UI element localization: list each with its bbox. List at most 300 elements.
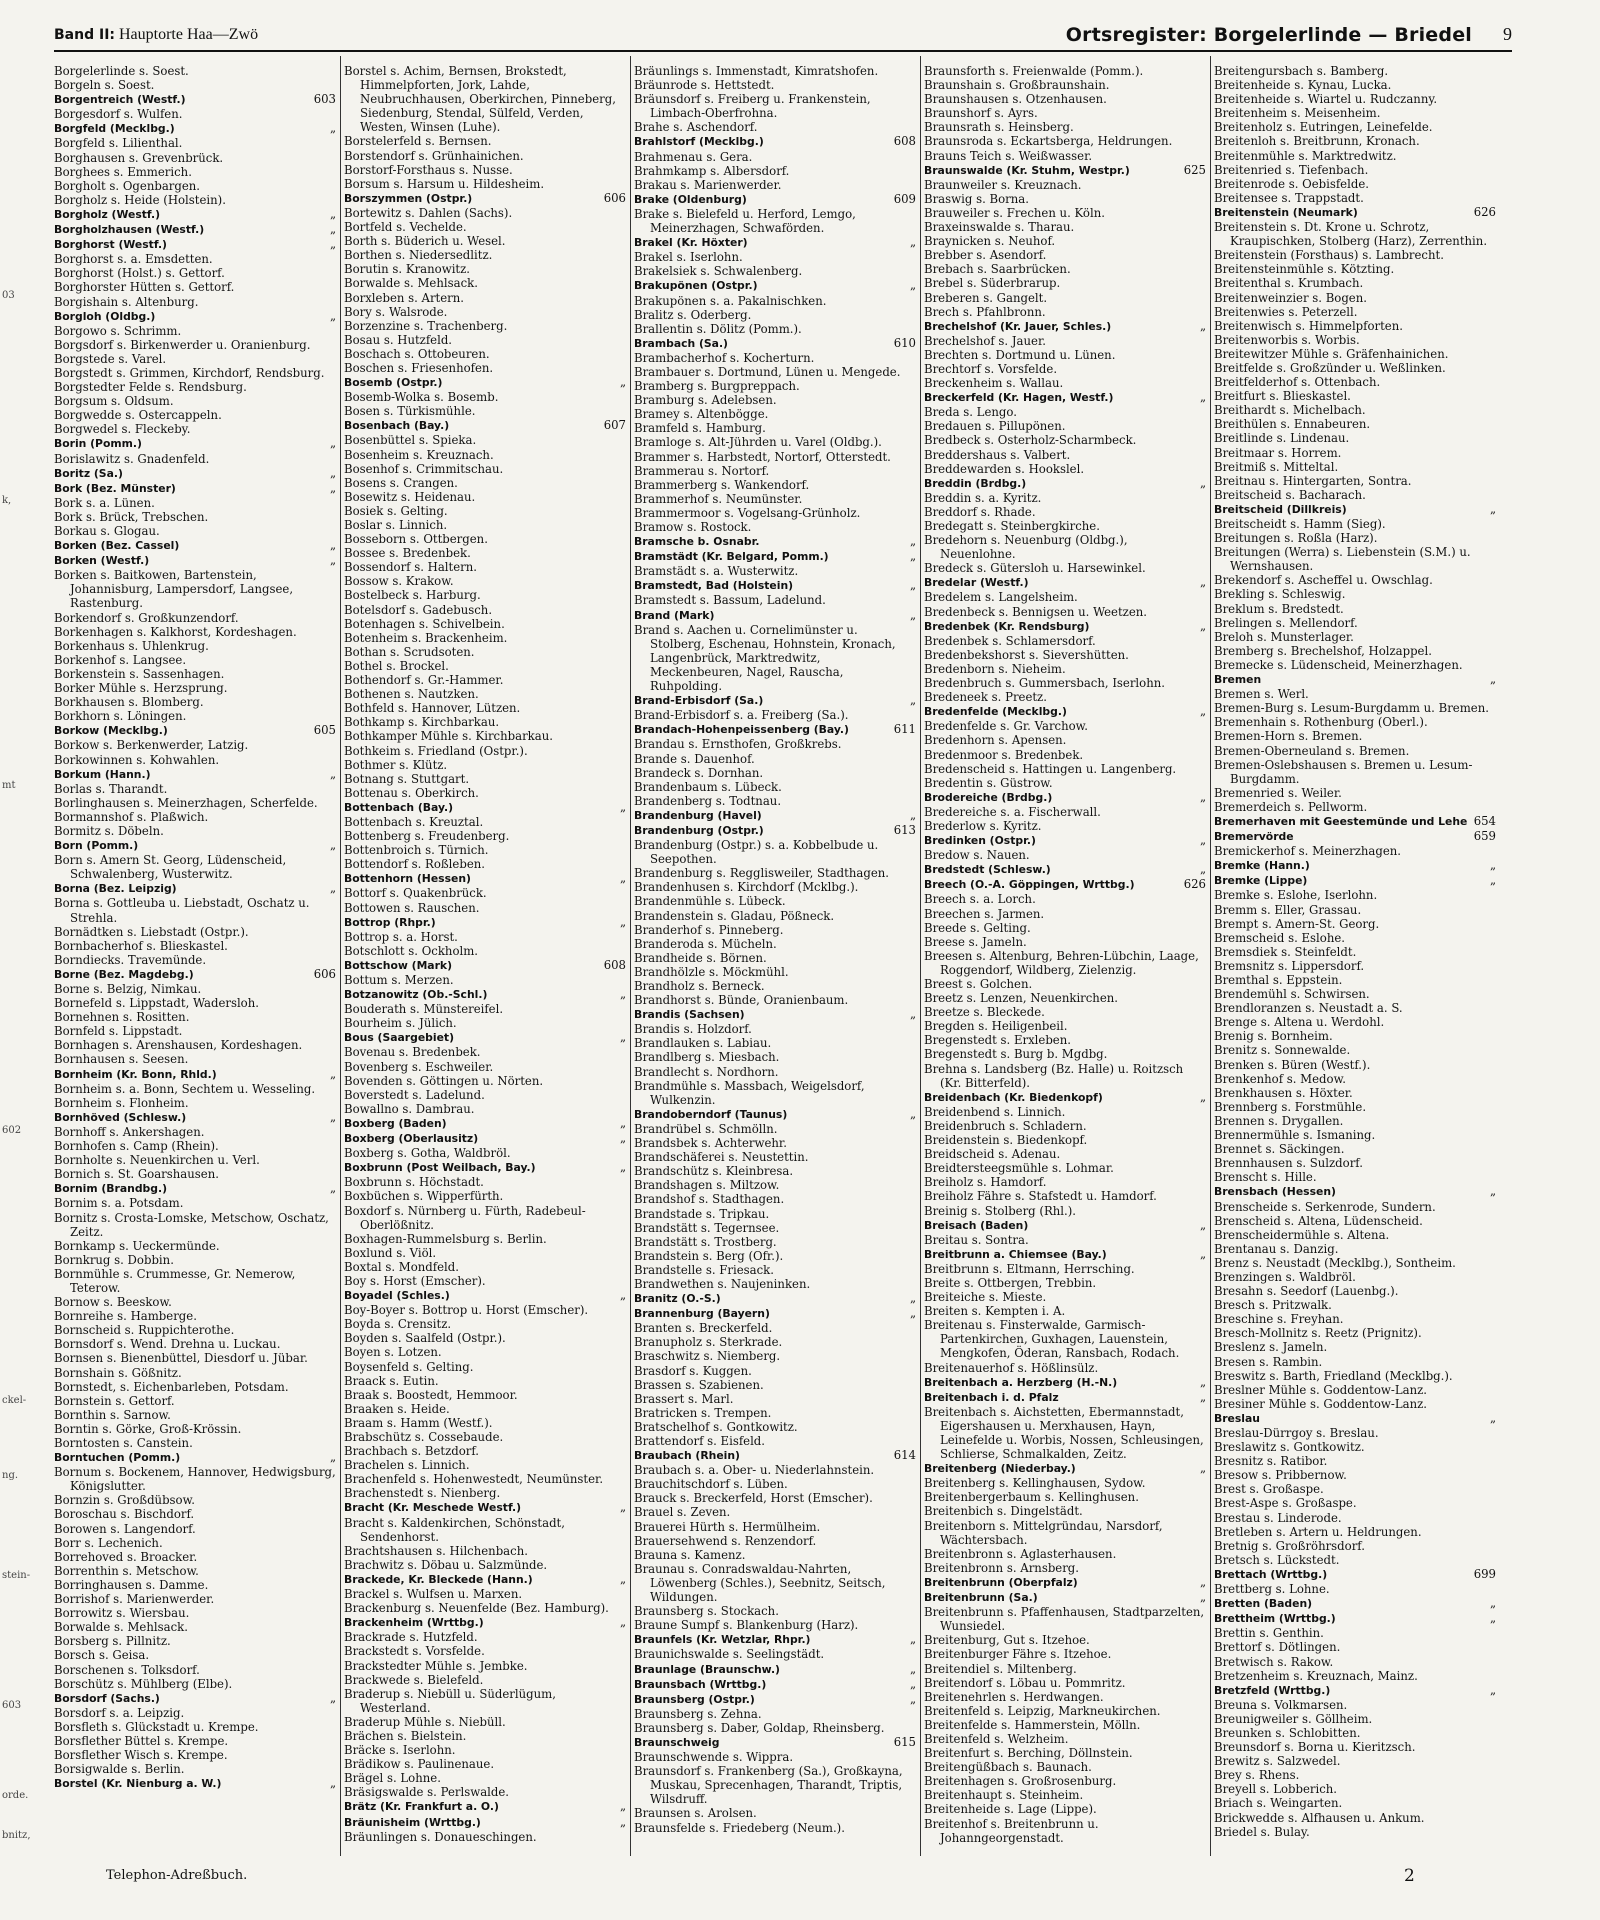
register-entry <box>54 1211 336 1239</box>
entry-text: Breetze s. Bleckede. <box>924 1005 1045 1020</box>
register-entry <box>924 1461 1206 1476</box>
register-entry <box>1214 1340 1496 1354</box>
entry-text: Boslar s. Linnich. <box>344 518 448 532</box>
register-entry <box>924 1817 1206 1845</box>
entry-page-ref: „ <box>909 1661 916 1676</box>
entry-text: Breidenbend s. Linnich. <box>924 1104 1066 1119</box>
register-entry <box>1214 1655 1496 1669</box>
entry-text: Borkowinnen s. Kohwahlen. <box>54 752 220 767</box>
register-entry <box>54 1620 336 1634</box>
entry-text: Borgelerlinde s. Soest. <box>54 64 189 78</box>
register-entry <box>634 478 916 492</box>
entry-place-bold: Braunschweig <box>634 1735 720 1749</box>
register-entry <box>924 1005 1206 1019</box>
register-entry <box>924 1175 1206 1189</box>
register-entry <box>54 925 336 939</box>
entry-text: Bornmühle s. Crummesse, Gr. Nemerow, Teterow. <box>54 1266 296 1295</box>
register-entry <box>54 881 336 896</box>
entry-text: Borkhorn s. Löningen. <box>54 709 187 724</box>
register-columns <box>54 64 1494 1854</box>
register-entry <box>924 533 1206 561</box>
entry-text: Brammer s. Harbstedt, Nortorf, Otterstedt. <box>634 449 891 464</box>
register-entry <box>54 1706 336 1720</box>
entry-text: Breuna s. Volkmarsen. <box>1214 1697 1348 1712</box>
entry-text: Braunsforth s. Freienwalde (Pomm.). <box>924 64 1144 78</box>
entry-text: Brabschütz s. Cossebaude. <box>344 1430 504 1444</box>
entry-place-bold: Borna (Bez. Leipzig) <box>54 882 177 896</box>
entry-text: Breiholz s. Hamdorf. <box>924 1175 1047 1190</box>
register-entry <box>634 780 916 794</box>
register-entry <box>924 776 1206 790</box>
entry-text: Breitenau s. Finsterwalde, Garmisch-Partenkirchen, Guxhagen, Lauenstein, Mengkofen, Öderan, Ransbach, Rodach. <box>924 1318 1180 1361</box>
register-entry <box>634 623 916 693</box>
entry-text: Breslenz s. Jameln. <box>1214 1340 1328 1355</box>
register-entry <box>344 361 626 375</box>
register-entry <box>344 1274 626 1288</box>
entry-page-ref: „ <box>1199 704 1206 719</box>
register-entry <box>344 1673 626 1687</box>
entry-text: Breitenfeld s. Welzheim. <box>924 1731 1069 1746</box>
register-entry <box>924 1375 1206 1390</box>
register-entry <box>54 1295 336 1309</box>
entry-text: Bossow s. Krakow. <box>344 574 454 589</box>
register-entry <box>924 106 1206 120</box>
entry-text: Brenge s. Altena u. Werdohl. <box>1214 1015 1385 1030</box>
entry-text: Breitenholz s. Eutringen, Leinefelde. <box>1214 120 1433 135</box>
entry-text: Bornshain s. Gößnitz. <box>54 1365 182 1380</box>
entry-text: Bottorf s. Quakenbrück. <box>344 886 487 901</box>
register-entry <box>634 608 916 623</box>
entry-text: Borr s. Lechenich. <box>54 1535 163 1550</box>
entry-place-bold: Brechelshof (Kr. Jauer, Schles.) <box>924 319 1112 333</box>
entry-text: Breitenthal s. Krumbach. <box>1214 276 1364 291</box>
register-entry <box>1214 120 1496 134</box>
entry-text: Boxbrunn s. Höchstadt. <box>344 1175 484 1190</box>
entry-text: Bralitz s. Oderberg. <box>634 307 752 322</box>
entry-text: Bowallno s. Dambrau. <box>344 1101 475 1116</box>
register-entry <box>344 1131 626 1146</box>
register-entry <box>634 1735 916 1750</box>
register-entry <box>344 1088 626 1102</box>
entry-text: Braunau s. Conradswaldau-Nahrten, Löwenberg (Schles.), Seebnitz, Seitsch, Wildungen. <box>634 1561 886 1605</box>
entry-page-ref: „ <box>909 1007 916 1022</box>
entry-text: Breitenbrunn s. Pfaffenhausen, Stadtparzelten, Wunsiedel. <box>924 1605 1205 1634</box>
register-entry <box>924 291 1206 305</box>
register-entry <box>634 693 916 708</box>
register-entry <box>54 1337 336 1351</box>
register-entry <box>54 1309 336 1323</box>
entry-text: Bottendorf s. Roßleben. <box>344 857 485 872</box>
register-entry <box>1214 291 1496 305</box>
register-entry <box>344 390 626 404</box>
register-entry <box>1214 446 1496 460</box>
register-entry <box>54 1408 336 1422</box>
entry-place-bold: Bremke (Lippe) <box>1214 874 1308 888</box>
entry-place-bold: Bottenhorn (Hessen) <box>344 872 471 886</box>
register-entry <box>634 506 916 520</box>
entry-page-ref: „ <box>329 1066 336 1081</box>
entry-text: Borghorst (Holst.) s. Gettorf. <box>54 266 225 281</box>
entry-place-bold: Bredinken (Ostpr.) <box>924 834 1036 848</box>
entry-page-ref: „ <box>619 1799 626 1814</box>
entry-place-bold: Breitenbach i. d. Pfalz <box>924 1390 1059 1404</box>
entry-text: Bornsen s. Bienenbüttel, Diesdorf u. Jübar. <box>54 1351 308 1366</box>
entry-place-bold: Breitenbrunn (Oberpfalz) <box>924 1575 1078 1589</box>
register-entry <box>1214 786 1496 800</box>
entry-text: Borxleben s. Artern. <box>344 290 464 305</box>
entry-page-ref: „ <box>1199 1217 1206 1232</box>
entry-text: Bornhagen s. Arenshausen, Kordeshagen. <box>54 1038 303 1053</box>
register-entry <box>634 1821 916 1835</box>
column-rule <box>1210 56 1211 1856</box>
register-entry <box>924 92 1206 106</box>
column-rule <box>630 56 631 1856</box>
entry-text: Bornkrug s. Dobbin. <box>54 1252 174 1267</box>
entry-page-ref: 603 <box>313 92 336 107</box>
entry-text: Braunshain s. Großbraunshain. <box>924 78 1110 93</box>
entry-page-ref: „ <box>329 553 336 568</box>
register-entry <box>634 322 916 336</box>
register-entry <box>924 505 1206 519</box>
register-entry <box>924 935 1206 949</box>
register-entry <box>54 151 336 165</box>
register-entry <box>344 333 626 347</box>
entry-text: Breunigweiler s. Göllheim. <box>1214 1711 1373 1726</box>
volume-label: Band II: <box>54 27 115 43</box>
entry-text: Botelsdorf s. Gadebusch. <box>344 602 493 617</box>
register-entry <box>54 767 336 782</box>
entry-text: Brandenstein s. Gladau, Pößneck. <box>634 908 835 923</box>
register-entry <box>54 1167 336 1181</box>
register-entry <box>344 1331 626 1345</box>
register-entry <box>1214 545 1496 573</box>
entry-place-bold: Borgloh (Oldbg.) <box>54 309 156 323</box>
entry-text: Brebber s. Asendorf. <box>924 248 1047 263</box>
entry-text: Breyell s. Lobberich. <box>1214 1782 1338 1797</box>
register-entry <box>634 1618 916 1632</box>
entry-place-bold: Borkow (Mecklbg.) <box>54 724 168 738</box>
register-entry <box>634 1291 916 1306</box>
entry-text: Borkenhof s. Langsee. <box>54 652 187 667</box>
entry-text: Breda s. Lengo. <box>924 405 1017 420</box>
register-entry <box>344 1715 626 1729</box>
entry-text: Breitenwisch s. Himmelpforten. <box>1214 318 1403 333</box>
entry-page-ref: „ <box>329 1181 336 1196</box>
entry-text: Brandsbek s. Achterwehr. <box>634 1136 787 1151</box>
register-entry <box>54 380 336 394</box>
entry-text: Borgeln s. Soest. <box>54 78 155 93</box>
register-entry <box>1214 1482 1496 1496</box>
entry-place-bold: Brandis (Sachsen) <box>634 1008 745 1022</box>
register-entry <box>634 1750 916 1764</box>
entry-text: Bosemb-Wolka s. Bosemb. <box>344 390 499 405</box>
column-rule <box>920 56 921 1856</box>
register-entry <box>924 862 1206 877</box>
entry-text: Bregenstedt s. Burg b. Mgdbg. <box>924 1047 1108 1062</box>
entry-text: Borsigwalde s. Berlin. <box>54 1762 185 1777</box>
register-entry <box>634 737 916 751</box>
register-entry <box>344 1160 626 1175</box>
entry-text: Braderup s. Niebüll u. Süderlügum, Westerland. <box>344 1686 556 1715</box>
register-entry <box>1214 1496 1496 1510</box>
entry-text: Brandeck s. Dornhan. <box>634 765 764 780</box>
register-entry <box>1214 403 1496 417</box>
entry-text: Brackstedt s. Vorsfelde. <box>344 1644 485 1659</box>
entry-text: Bredelem s. Langelsheim. <box>924 590 1078 605</box>
register-entry <box>54 422 336 436</box>
register-entry <box>924 1276 1206 1290</box>
register-entry <box>1214 1001 1496 1015</box>
entry-place-bold: Brandoberndorf (Taunus) <box>634 1107 788 1121</box>
entry-text: Breidtersteegsmühle s. Lohmar. <box>924 1161 1114 1176</box>
register-entry <box>344 1743 626 1757</box>
register-entry <box>54 1748 336 1762</box>
register-entry <box>924 1218 1206 1233</box>
register-entry <box>1214 1383 1496 1397</box>
register-entry <box>924 892 1206 906</box>
entry-page-ref: 610 <box>893 335 916 350</box>
entry-text: Breitmaar s. Horrem. <box>1214 445 1342 460</box>
register-entry <box>344 1615 626 1630</box>
entry-text: Breckenheim s. Wallau. <box>924 376 1064 391</box>
register-entry <box>54 136 336 150</box>
register-entry <box>634 178 916 192</box>
entry-text: Bramburg s. Adelebsen. <box>634 393 777 408</box>
register-entry <box>634 708 916 722</box>
entry-place-bold: Brakel (Kr. Höxter) <box>634 236 748 250</box>
register-entry <box>344 1246 626 1260</box>
register-entry <box>1214 1539 1496 1553</box>
entry-page-ref: 614 <box>893 1448 916 1463</box>
register-entry <box>924 334 1206 348</box>
entry-place-bold: Bornheim (Kr. Bonn, Rhld.) <box>54 1067 217 1081</box>
register-entry <box>1214 616 1496 630</box>
register-entry <box>924 1033 1206 1047</box>
register-entry <box>54 107 336 121</box>
entry-text: Breitfelde s. Großzünder u. Weßlinken. <box>1214 360 1446 375</box>
entry-text: Bremen-Oberneuland s. Bremen. <box>1214 743 1410 758</box>
register-column-1 <box>54 64 336 1854</box>
register-entry <box>924 561 1206 575</box>
entry-page-ref: „ <box>909 1291 916 1306</box>
register-entry <box>924 1547 1206 1561</box>
register-entry <box>634 909 916 923</box>
entry-page-ref: „ <box>329 436 336 451</box>
register-entry <box>1214 973 1496 987</box>
entry-text: Borgstedter Felde s. Rendsburg. <box>54 380 247 395</box>
register-entry <box>54 466 336 481</box>
register-entry <box>1214 1640 1496 1654</box>
register-entry <box>344 574 626 588</box>
entry-text: Bremberg s. Brechelshof, Holzappel. <box>1214 643 1432 658</box>
entry-text: Boy-Boyer s. Bottrop u. Horst (Emscher). <box>344 1303 589 1318</box>
register-entry <box>54 1691 336 1706</box>
register-entry <box>1214 1170 1496 1184</box>
entry-text: Boxberg s. Gotha, Waldbröl. <box>344 1146 511 1161</box>
entry-text: Brandlecht s. Nordhorn. <box>634 1064 779 1079</box>
entry-text: Brachbach s. Betzdorf. <box>344 1444 479 1459</box>
footer-signature: 2 <box>1404 1866 1415 1886</box>
margin-note: 602 <box>2 1125 22 1136</box>
entry-page-ref: 626 <box>1473 204 1496 219</box>
margin-note: orde. <box>2 1790 29 1801</box>
register-entry <box>634 1036 916 1050</box>
entry-page-ref: „ <box>329 1109 336 1124</box>
entry-text: Borgowo s. Schrimm. <box>54 323 182 338</box>
entry-text: Boxlund s. Viöl. <box>344 1245 437 1260</box>
entry-text: Botenheim s. Brackenheim. <box>344 630 508 645</box>
register-entry <box>924 491 1206 505</box>
entry-text: Braxeinswalde s. Tharau. <box>924 220 1075 235</box>
entry-text: Brägel s. Lohne. <box>344 1771 441 1786</box>
entry-page-ref: „ <box>619 1115 626 1130</box>
register-entry <box>1214 1454 1496 1468</box>
register-entry <box>924 1019 1206 1033</box>
register-entry <box>344 588 626 602</box>
entry-place-bold: Brambach (Sa.) <box>634 336 728 350</box>
register-entry <box>1214 903 1496 917</box>
entry-page-ref: „ <box>619 914 626 929</box>
register-entry <box>344 1572 626 1587</box>
entry-text: Breitenstein s. Dt. Krone u. Schrotz, Kraupischken, Stolberg (Harz), Zerrenthin. <box>1214 220 1488 249</box>
entry-text: Bothkamp s. Kirchbarkau. <box>344 715 500 730</box>
entry-text: Brechtorf s. Vorsfelde. <box>924 361 1058 376</box>
register-entry <box>54 796 336 810</box>
register-entry <box>924 762 1206 776</box>
register-column-2 <box>344 64 626 1854</box>
entry-text: Breitenhagen s. Großrosenburg. <box>924 1774 1117 1789</box>
register-entry <box>634 1235 916 1249</box>
register-entry <box>924 390 1206 405</box>
entry-text: Brachenfeld s. Hohenwestedt, Neumünster. <box>344 1472 604 1487</box>
entry-text: Brenitz s. Sonnewalde. <box>1214 1043 1351 1058</box>
entry-text: Borstendorf s. Grünhainichen. <box>344 148 524 163</box>
entry-place-bold: Borin (Pomm.) <box>54 437 142 451</box>
entry-page-ref: „ <box>619 1571 626 1586</box>
entry-text: Brandholz s. Berneck. <box>634 979 765 993</box>
entry-text: Borker Mühle s. Herzsprung. <box>54 681 228 696</box>
register-entry <box>344 1002 626 1016</box>
entry-text: Brandlberg s. Miesbach. <box>634 1050 780 1065</box>
entry-text: Borlas s. Tharandt. <box>54 781 168 796</box>
register-entry <box>924 1290 1206 1304</box>
entry-text: Bornstein s. Gettorf. <box>54 1393 175 1408</box>
entry-text: Brachelen s. Linnich. <box>344 1458 470 1473</box>
running-head-title: Ortsregister: Borgelerlinde — Briedel <box>1065 24 1472 46</box>
register-entry <box>634 365 916 379</box>
register-entry <box>344 944 626 958</box>
entry-place-bold: Borne (Bez. Magdebg.) <box>54 967 194 981</box>
entry-page-ref: „ <box>1199 618 1206 633</box>
register-entry <box>1214 1228 1496 1242</box>
entry-text: Borgfeld s. Lilienthal. <box>54 136 183 151</box>
entry-text: Bortfeld s. Vechelde. <box>344 220 467 235</box>
entry-text: Bothan s. Scrudsoten. <box>344 644 475 659</box>
entry-page-ref: „ <box>1489 672 1496 687</box>
page-header <box>54 20 1512 52</box>
entry-text: Bräunsdorf s. Freiberg u. Frankenstein, Limbach-Oberfrohna. <box>634 92 871 121</box>
register-entry <box>1214 488 1496 502</box>
entry-text: Brettorf s. Dötlingen. <box>1214 1640 1341 1655</box>
entry-text: Breite s. Ottbergen, Trebbin. <box>924 1275 1097 1290</box>
register-entry <box>634 1178 916 1192</box>
entry-text: Brackenburg s. Neuenfelde (Bez. Hamburg). <box>344 1601 609 1616</box>
entry-text: Breitenbronn s. Arnsberg. <box>924 1560 1080 1575</box>
entry-page-ref: „ <box>619 871 626 886</box>
register-entry <box>54 1038 336 1052</box>
entry-text: Breitenheide s. Lage (Lippe). <box>924 1802 1097 1817</box>
entry-text: Borrenthin s. Metschow. <box>54 1563 199 1578</box>
margin-note: stein- <box>2 1570 31 1581</box>
entry-text: Bredenhorn s. Apensen. <box>924 733 1067 748</box>
entry-text: Boysenfeld s. Gelting. <box>344 1359 474 1374</box>
register-entry <box>54 1776 336 1791</box>
register-entry <box>634 534 916 549</box>
register-entry <box>634 421 916 435</box>
entry-text: Brackwede s. Bielefeld. <box>344 1672 484 1687</box>
entry-text: Bredenscheid s. Hattingen u. Langenberg. <box>924 761 1177 776</box>
register-entry <box>1214 758 1496 786</box>
register-entry <box>634 134 916 149</box>
entry-page-ref: „ <box>1489 1184 1496 1199</box>
entry-page-ref: „ <box>1489 1596 1496 1611</box>
register-entry <box>344 1558 626 1572</box>
entry-text: Brahmenau s. Gera. <box>634 149 753 164</box>
entry-text: Breloh s. Munsterlager. <box>1214 629 1354 644</box>
register-entry <box>634 1364 916 1378</box>
register-entry <box>54 1380 336 1394</box>
register-entry <box>924 662 1206 676</box>
register-entry <box>1214 1726 1496 1740</box>
entry-text: Brakau s. Marienwerder. <box>634 177 782 192</box>
entry-page-ref: 608 <box>893 134 916 149</box>
entry-page-ref: 625 <box>1183 162 1206 177</box>
entry-text: Bosau s. Hutzfeld. <box>344 332 453 347</box>
register-entry <box>344 1544 626 1558</box>
register-entry <box>54 1450 336 1465</box>
register-entry <box>1214 1284 1496 1298</box>
register-entry <box>344 248 626 262</box>
margin-note: bnitz, <box>2 1830 31 1841</box>
entry-text: Bredenbeck s. Bennigsen u. Weetzen. <box>924 604 1147 619</box>
entry-text: Brand s. Aachen u. Cornelimünster u. Stolberg, Eschenau, Hohnstein, Kronach, Langenbrück, Marktredwitz, Meckenbeuren, Nagel, Rauscha, Ruhpolding. <box>634 622 896 694</box>
section-label: Hauptorte Haa—Zwö <box>119 26 259 43</box>
register-entry <box>344 1516 626 1544</box>
entry-text: Borsflether Büttel s. Krempe. <box>54 1733 229 1748</box>
entry-page-ref: „ <box>619 1500 626 1515</box>
entry-page-ref: „ <box>619 1160 626 1175</box>
entry-page-ref: „ <box>1199 390 1206 405</box>
entry-page-ref: „ <box>329 480 336 495</box>
register-entry <box>344 645 626 659</box>
register-entry <box>54 1082 336 1096</box>
register-entry <box>54 366 336 380</box>
entry-text: Braunsdorf s. Frankenberg (Sa.), Großkayna, Muskau, Sprecenhagen, Tharandt, Triptis, Wilsdruff. <box>634 1764 903 1807</box>
entry-text: Braschwitz s. Niemberg. <box>634 1349 781 1364</box>
register-entry <box>924 1304 1206 1318</box>
entry-text: Bornheim s. Flonheim. <box>54 1095 189 1110</box>
entry-text: Bourheim s. Jülich. <box>344 1016 457 1031</box>
register-entry <box>54 237 336 252</box>
entry-text: Borrishof s. Marienwerder. <box>54 1592 215 1607</box>
entry-place-bold: Brand (Mark) <box>634 608 715 622</box>
entry-text: Brederlow s. Kyritz. <box>924 818 1042 833</box>
register-entry <box>924 1732 1206 1746</box>
entry-text: Brenz s. Neustadt (Mecklbg.), Sontheim. <box>1214 1255 1456 1270</box>
register-entry <box>634 1192 916 1206</box>
entry-place-bold: Bremerhaven mit Geestemünde und Lehe <box>1214 814 1468 828</box>
register-entry <box>344 958 626 973</box>
